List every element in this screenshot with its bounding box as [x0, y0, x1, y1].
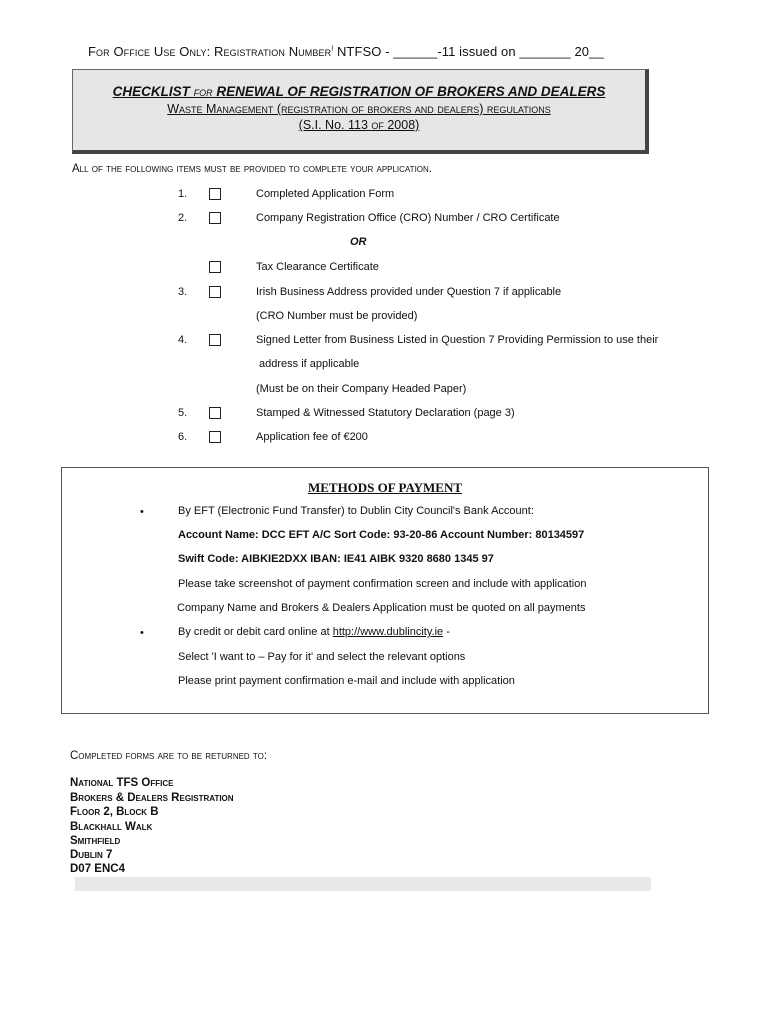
bullet-icon: •: [140, 506, 144, 518]
checklist-item: Completed Application Form: [256, 188, 395, 200]
address-line: Smithfield: [70, 835, 121, 847]
checkbox[interactable]: [209, 286, 221, 298]
screenshot-instruction: Please take screenshot of payment confirmation screen and include with application: [178, 578, 587, 590]
checklist-item: Application fee of €200: [256, 431, 368, 443]
grey-bar: [75, 877, 651, 891]
select-instruction: Select 'I want to – Pay for it' and select the relevant options: [178, 651, 466, 663]
checkbox[interactable]: [209, 407, 221, 419]
title-box: [72, 69, 649, 154]
address-line: D07 ENC4: [70, 863, 125, 875]
checkbox[interactable]: [209, 431, 221, 443]
return-label: Completed forms are to be returned to:: [70, 750, 268, 762]
checklist-item: Stamped & Witnessed Statutory Declaration (page 3): [256, 407, 515, 419]
checkbox[interactable]: [209, 261, 221, 273]
checkbox[interactable]: [209, 188, 221, 200]
superscript-mark: I: [331, 45, 334, 53]
office-use-line: [88, 44, 604, 59]
ntfso-number: NTFSO - ______-11 issued on _______ 20__: [333, 44, 604, 59]
checklist-item: Company Registration Office (CRO) Number / CRO Certificate: [256, 212, 560, 224]
checklist-item: Tax Clearance Certificate: [256, 261, 379, 273]
checklist-title: CHECKLIST for RENEWAL OF REGISTRATION OF BROKERS AND DEALERS: [112, 84, 606, 99]
intro-text: All of the following items must be provided to complete your application.: [72, 163, 432, 175]
account-details: Account Name: DCC EFT A/C Sort Code: 93-20-86 Account Number: 80134597: [178, 529, 585, 541]
checkbox[interactable]: [209, 212, 221, 224]
swift-iban: Swift Code: AIBKIE2DXX IBAN: IE41 AIBK 9320 8680 1345 97: [178, 553, 494, 565]
checklist-item: Signed Letter from Business Listed in Question 7 Providing Permission to use their: [256, 334, 659, 346]
quote-instruction: Company Name and Brokers & Dealers Application must be quoted on all payments: [177, 602, 586, 614]
bullet-icon: •: [140, 627, 144, 639]
address-line: Dublin 7: [70, 849, 113, 861]
item-number: 4.: [178, 334, 188, 346]
address-line: Blackhall Walk: [70, 821, 153, 833]
statutory-instrument: (S.I. No. 113 of 2008): [298, 118, 420, 132]
item-number: 2.: [178, 212, 188, 224]
checklist-note: (CRO Number must be provided): [256, 310, 418, 322]
checklist-note: (Must be on their Company Headed Paper): [256, 383, 467, 395]
address-line: National TFS Office: [70, 777, 174, 789]
address-line: Brokers & Dealers Registration: [70, 792, 234, 804]
eft-text: By EFT (Electronic Fund Transfer) to Dublin City Council's Bank Account:: [178, 505, 534, 517]
regulations-title: Waste Management (registration of brokers and dealers) regulations: [167, 102, 551, 116]
item-number: 6.: [178, 431, 188, 443]
address-line: Floor 2, Block B: [70, 806, 159, 818]
item-number: 5.: [178, 407, 188, 419]
dublincity-link[interactable]: http://www.dublincity.ie: [332, 626, 444, 638]
print-instruction: Please print payment confirmation e-mail and include with application: [178, 675, 515, 687]
office-use-label: For Office Use Only: Registration Number: [88, 44, 332, 59]
checkbox[interactable]: [209, 334, 221, 346]
or-separator: OR: [350, 236, 367, 248]
payment-methods-title: METHODS OF PAYMENT: [307, 480, 463, 495]
checklist-item: Irish Business Address provided under Question 7 if applicable: [256, 286, 562, 298]
item-number: 3.: [178, 286, 188, 298]
item-number: 1.: [178, 188, 188, 200]
card-payment-text: By credit or debit card online at http://www.dublincity.ie -: [178, 626, 450, 638]
checklist-item-continued: address if applicable: [259, 358, 360, 370]
payment-methods-box: [61, 467, 709, 714]
